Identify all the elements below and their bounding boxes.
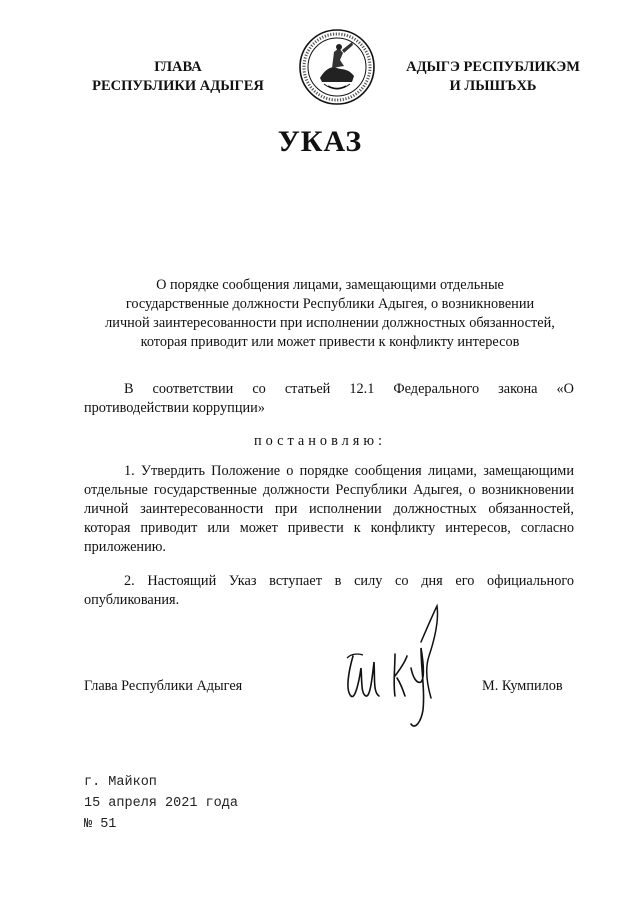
- header-right-line2: И ЛЫШЪХЬ: [449, 78, 537, 94]
- header-left-line2: РЕСПУБЛИКИ АДЫГЕЯ: [92, 78, 264, 94]
- subject-line: личной заинтересованности при исполнении должностных обязанностей,: [105, 315, 555, 331]
- footer-city: г. Майкоп: [84, 775, 157, 790]
- header-right: [388, 58, 598, 96]
- header-left: [78, 58, 278, 96]
- intro-paragraph: В соответствии со статьей 12.1 Федерального закона «О противодействии коррупции»: [84, 381, 574, 416]
- handwritten-signature: [335, 598, 455, 738]
- header-left-line1: ГЛАВА: [154, 59, 202, 75]
- item-1-paragraph: 1. Утвердить Положение о порядке сообщения лицами, замещающими отдельные государственные должности Республики Адыгея, о возникновении личной заинтересованности при исполнении должностных обязанностей, которая приводит или может привести к конфликту интересов, согласно приложению.: [84, 463, 574, 555]
- footer-number: № 51: [84, 817, 117, 832]
- subject-line: государственные должности Республики Адыгея, о возникновении: [125, 296, 535, 312]
- subject-line: которая приводит или может привести к конфликту интересов: [140, 334, 520, 350]
- decree-word: постановляю:: [254, 433, 386, 449]
- document-subject: [80, 276, 580, 352]
- signatory-name: М. Кумпилов: [482, 678, 563, 694]
- signatory-position: Глава Республики Адыгея: [84, 678, 243, 694]
- header-right-line1: АДЫГЭ РЕСПУБЛИКЭМ: [406, 59, 580, 75]
- subject-line: О порядке сообщения лицами, замещающими отдельные: [156, 277, 504, 293]
- document-title: УКАЗ: [277, 125, 363, 158]
- item-2-paragraph: 2. Настоящий Указ вступает в силу со дня его официального опубликования.: [84, 573, 574, 608]
- footer-date: 15 апреля 2021 года: [84, 796, 238, 811]
- coat-of-arms-icon: [298, 28, 376, 106]
- document-footer: [84, 772, 238, 835]
